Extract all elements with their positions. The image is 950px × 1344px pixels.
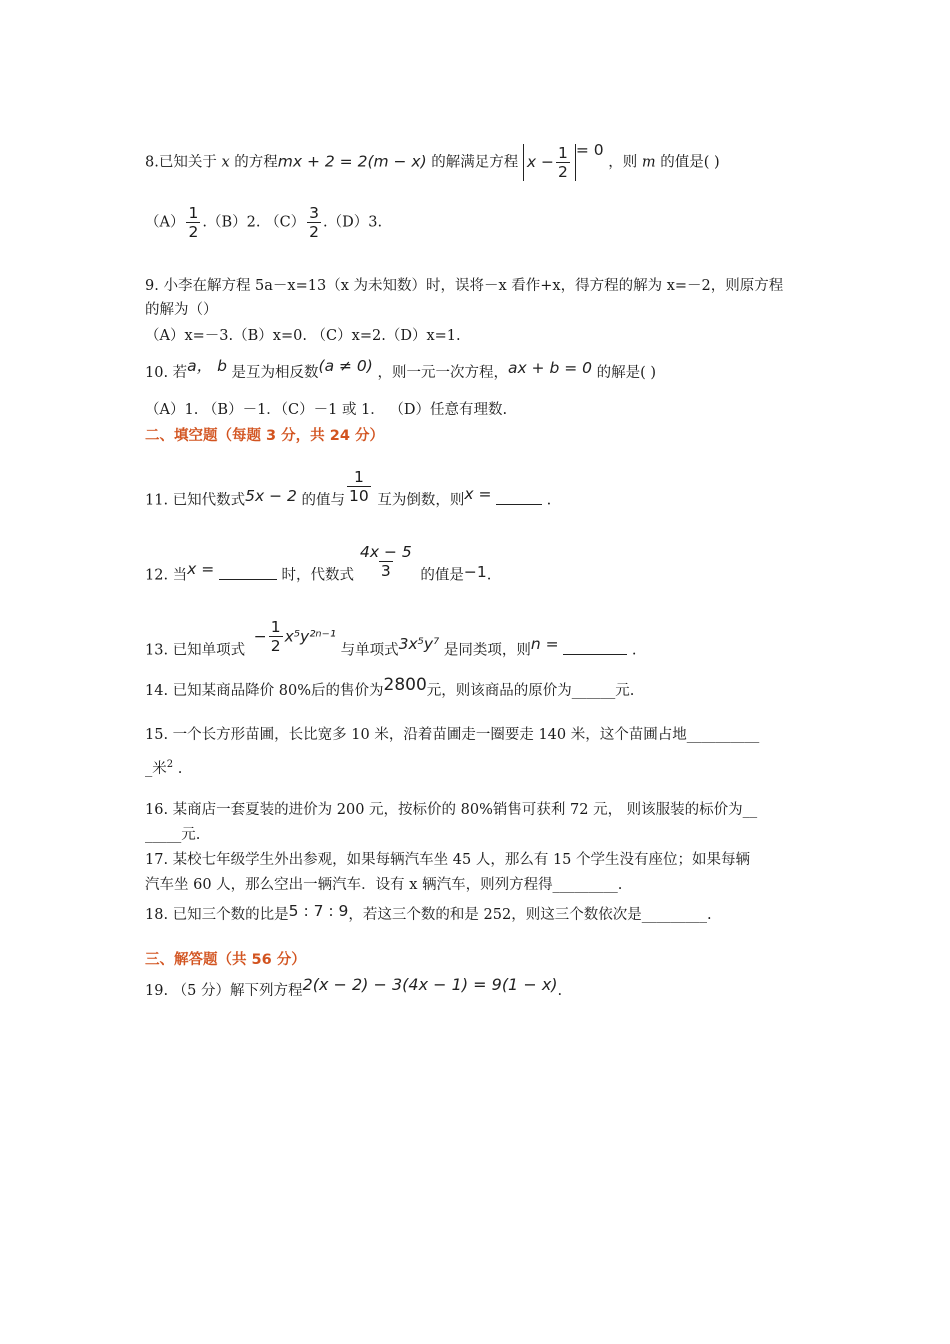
question-16-line-2: _____元.: [145, 827, 201, 843]
q8-half: [556, 144, 570, 181]
q8-opt-a-num: 1: [188, 204, 199, 222]
q18-text-2: ，若这三个数的和是 252，则这三个数依次是_________.: [348, 907, 712, 923]
q13-num: 1: [270, 618, 281, 636]
q10-text-4: 的解是( ): [592, 365, 657, 381]
question-15-line-2: [145, 755, 182, 779]
q8-half-den: 2: [557, 163, 568, 181]
q12-fraction: [358, 543, 414, 580]
q12-x-equals: x =: [187, 559, 215, 578]
q8-text: 8.已知关于: [145, 154, 222, 171]
q8-opt-a-frac: [186, 204, 200, 241]
q15-superscript: 2: [166, 759, 174, 770]
question-16-line-1: 16. 某商店一套夏装的进价为 200 元，按标价的 80%销售可获利 72 元， 则该服装的标价为__: [145, 802, 758, 818]
q13-den: 2: [270, 637, 281, 655]
q13-text: 13. 已知单项式: [145, 642, 246, 659]
q14-price: 2800: [383, 675, 427, 695]
question-11: [145, 468, 552, 519]
q8-opt-a-label: （A）: [145, 214, 185, 231]
question-10-options: （A）1. （B）－1．（C）－1 或 1． （D）任意有理数.: [145, 402, 508, 418]
question-14: [145, 675, 635, 701]
q13-text-2: 与单项式: [336, 642, 399, 659]
q10-ab: a， b: [187, 357, 227, 375]
q8-opt-c-frac: [307, 204, 321, 241]
q8-equation-paren: (m − x): [367, 152, 427, 171]
q11-expression: 5x − 2: [245, 486, 297, 505]
q11-den: 10: [349, 487, 369, 505]
q12-text: 12. 当: [145, 567, 188, 584]
q11-answer-blank[interactable]: [496, 490, 542, 505]
q8-opt-c-den: 2: [309, 223, 320, 241]
question-17-line-2: 汽车坐 60 人，那么空出一辆汽车．设有 x 辆汽车，则列方程得_________.: [145, 877, 623, 893]
q8-text-2: 的方程: [229, 154, 278, 171]
q14-text-2: 元，则该商品的原价为______元.: [426, 683, 635, 699]
q12-text-2: 时，代数式: [276, 567, 354, 584]
question-9-line-2: 的解为（）: [145, 302, 218, 318]
q13-text-4: .: [627, 642, 637, 659]
q8-abs-left: x −: [526, 153, 554, 171]
q12-den: 3: [380, 562, 391, 580]
q12-text-3: 的值是: [415, 567, 464, 584]
q10-text-2: 是互为相反数: [226, 365, 319, 381]
q8-text-4: ，则: [603, 154, 642, 171]
q13-answer-blank[interactable]: [563, 640, 627, 655]
q10-equation: ax + b = 0: [507, 359, 593, 377]
q10-text: 10. 若: [145, 365, 188, 381]
q19-text: 19. （5 分）解下列方程: [145, 983, 303, 999]
q13-monomial-2: 3x⁵y⁷: [398, 634, 440, 653]
question-9-line-1: 9. 小李在解方程 5a－x=13（x 为未知数）时，误将－x 看作+x，得方程的解为 x=－2，则原方程: [145, 278, 784, 294]
q8-opt-a-den: 2: [188, 223, 199, 241]
question-18: [145, 904, 712, 925]
q11-text: 11. 已知代数式: [145, 492, 246, 509]
q13-minus: −: [253, 627, 267, 646]
q13-n-equals: n =: [530, 634, 559, 653]
q10-text-3: ，则一元一次方程，: [372, 365, 508, 381]
q8-opt-d: .（D）3.: [323, 214, 383, 231]
q11-text-4: .: [542, 492, 552, 509]
q8-equation-left: mx + 2 = 2: [277, 152, 368, 171]
question-13: [145, 618, 637, 669]
question-9-options: （A）x=－3.（B）x=0. （C）x=2.（D）x=1.: [145, 328, 461, 344]
q8-var-m: m: [641, 154, 656, 171]
q15-line2-end: .: [173, 760, 183, 777]
q13-fraction: [269, 618, 283, 655]
q19-equation: 2(x − 2) − 3(4x − 1) = 9(1 − x): [302, 975, 558, 994]
q8-var-x: x: [221, 154, 230, 171]
question-15-line-1: 15. 一个长方形苗圃，长比宽多 10 米，沿着苗圃走一圈要走 140 米，这个苗圃占地__________: [145, 727, 760, 743]
q8-abs-right: = 0: [575, 140, 604, 159]
q11-fraction: [347, 468, 371, 505]
question-17-line-1: 17. 某校七年级学生外出参观，如果每辆汽车坐 45 人，那么有 15 个学生没有座位；如果每辆: [145, 852, 751, 868]
question-19: [145, 975, 563, 1001]
q8-opt-b: .（B）2. （C）: [202, 214, 306, 231]
q18-ratio: 5 : 7 : 9: [288, 902, 349, 920]
q12-text-4: .: [486, 567, 492, 584]
q12-answer-blank[interactable]: [219, 565, 277, 580]
q12-num: 4x − 5: [359, 543, 412, 561]
q18-text: 18. 已知三个数的比是: [145, 907, 289, 923]
q13-monomial-1: [254, 618, 336, 655]
q8-opt-c-num: 3: [309, 204, 320, 222]
q15-line2-text: _米: [145, 760, 167, 777]
question-8: [145, 140, 720, 181]
q11-num: 1: [353, 468, 364, 486]
q14-text: 14. 已知某商品降价 80%后的售价为: [145, 683, 384, 699]
question-10: [145, 357, 657, 383]
q11-x-equals: x =: [464, 484, 492, 503]
q8-text-5: 的值是( ): [655, 154, 720, 171]
section-3-heading: 三、解答题（共 56 分）: [145, 952, 306, 968]
q13-mono1-vars: x⁵y²ⁿ⁻¹: [284, 627, 337, 646]
question-12: [145, 543, 492, 594]
q8-half-num: 1: [557, 144, 568, 162]
section-2-heading: 二、填空题（每题 3 分，共 24 分）: [145, 428, 384, 444]
q11-text-3: 互为倒数，则: [372, 492, 465, 509]
q8-text-3: 的解满足方程: [426, 154, 519, 171]
question-8-options: [145, 204, 382, 241]
q10-condition: (a ≠ 0): [318, 357, 373, 375]
q12-value: −1: [463, 562, 487, 581]
q8-abs-expression: [523, 144, 576, 181]
q19-text-2: .: [557, 983, 563, 999]
q11-text-2: 的值与: [296, 492, 346, 509]
q13-text-3: 是同类项，则: [439, 642, 531, 659]
